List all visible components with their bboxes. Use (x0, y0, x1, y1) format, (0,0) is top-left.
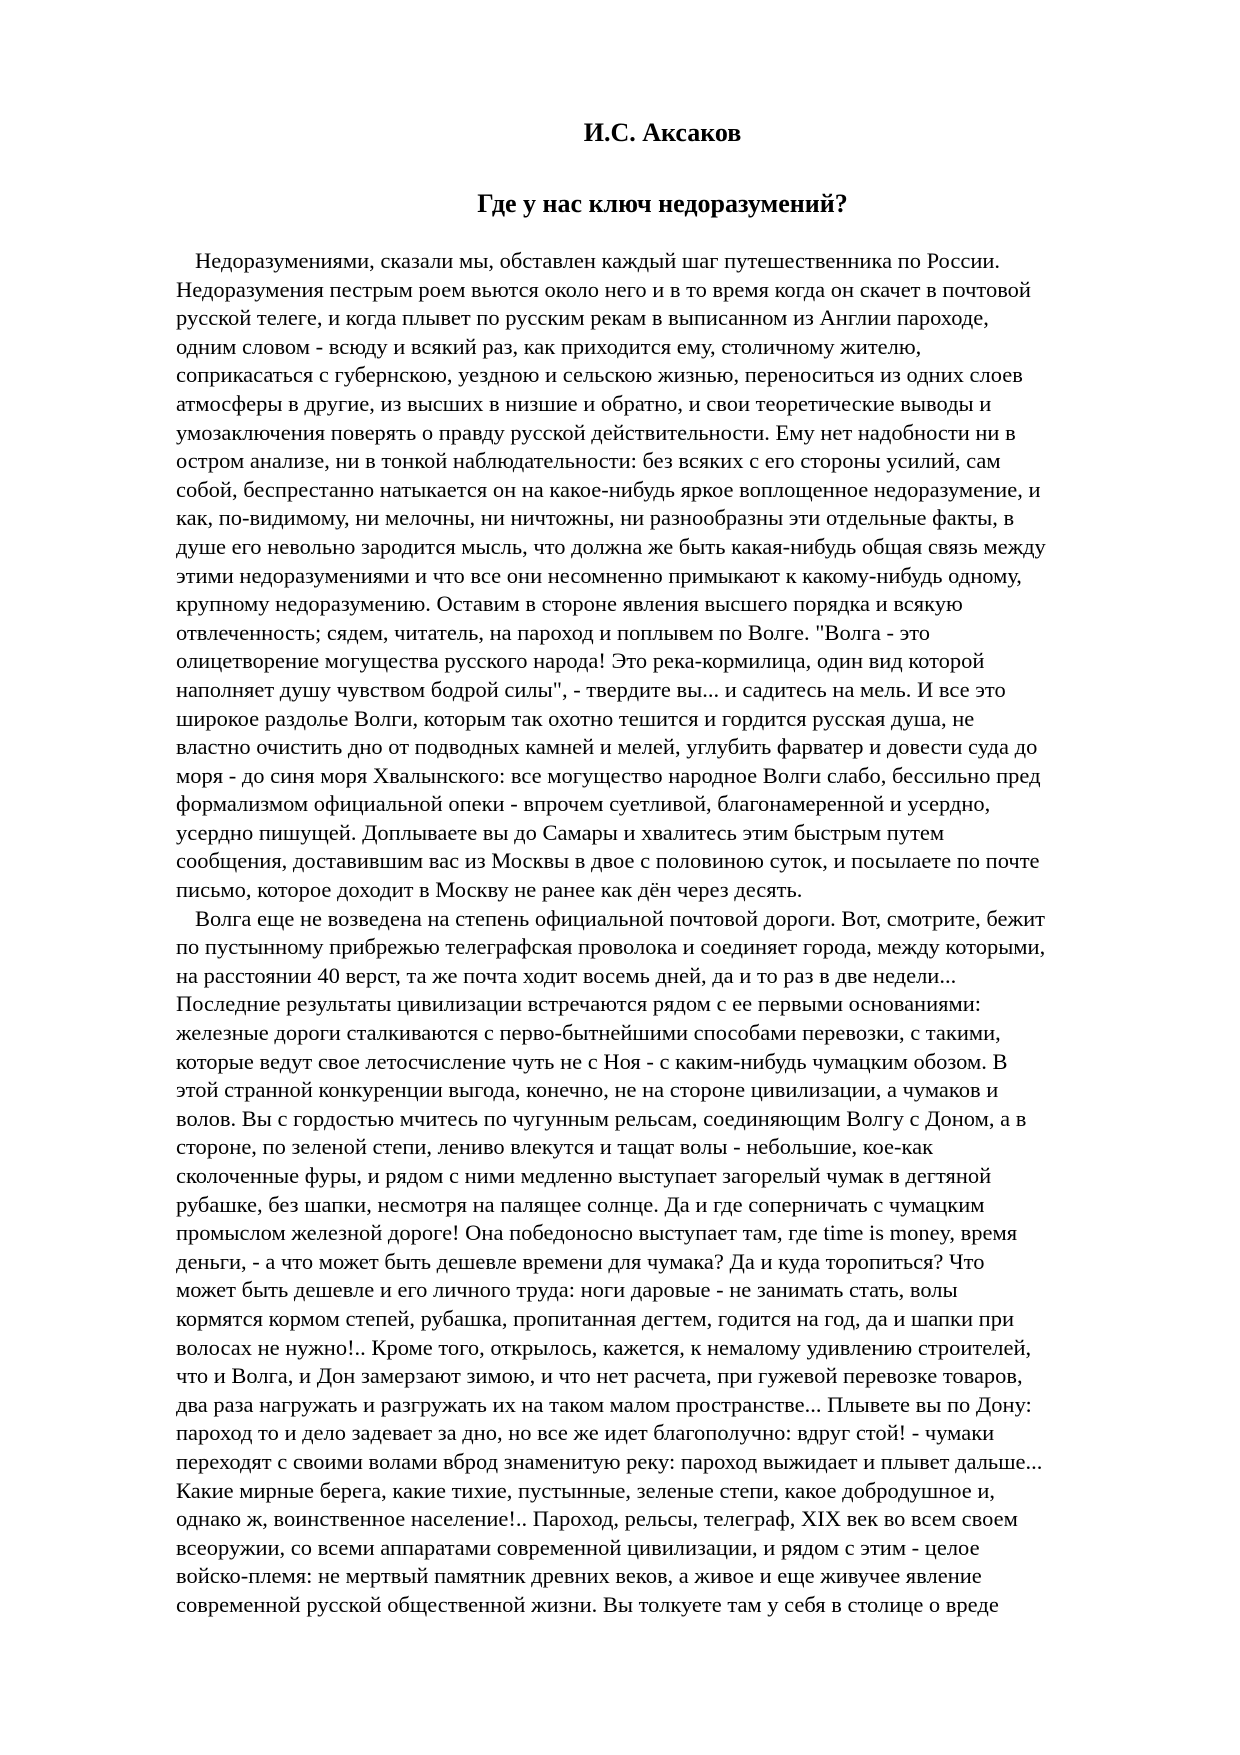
text-line: сколоченные фуры, и рядом с ними медленно выступает загорелый чумак в дегтяной (176, 1163, 992, 1188)
text-line: душе его невольно зародится мысль, что должна же быть какая-нибудь общая связь между (176, 533, 1046, 559)
text-line: кормятся кормом степей, рубашка, пропитанная дегтем, годится на год, да и шапки при (176, 1305, 1014, 1331)
text-line: волосах не нужно!.. Кроме того, открылось, кажется, к немалому удивлению строителей, (176, 1334, 1032, 1360)
text-line: широкое раздолье Волги, которым так охотно тешится и гордится русская душа, не (176, 705, 975, 731)
text-line: войско-племя: не мертвый памятник древних веков, а живое и еще живучее явление (176, 1563, 982, 1589)
text-line: однако ж, воинственное население!.. Пароход, рельсы, телеграф, XIX век во всем своем (176, 1506, 1018, 1532)
text-line: промыслом железной дороге! Она победоносно выступает там, где time is money, время (176, 1220, 1018, 1246)
text-line: может быть дешевле и его личного труда: ноги даровые - не занимать стать, волы (176, 1277, 958, 1303)
text-line: русской телеге, и когда плывет по русским рекам в выписанном из Англии пароходе, (176, 305, 989, 331)
text-line: олицетворение могущества русского народа! Это река-кормилица, один вид которой (176, 648, 985, 674)
text-line: Волга еще не возведена на степень официальной почтовой дороги. Вот, смотрите, бежит (195, 905, 1045, 931)
text-line: Недоразумения пестрым роем вьются около него и в то время когда он скачет в почтовой (176, 276, 1031, 302)
text-line: соприкасаться с губернскою, уездною и сельскою жизнью, переноситься из одних слоев (176, 362, 1023, 388)
text-line: остром анализе, ни в тонкой наблюдательности: без всяких с его стороны усилий, сам (176, 448, 1001, 474)
text-line: как, по-видимому, ни мелочны, ни ничтожны, ни разнообразны эти отдельные факты, в (176, 505, 1015, 531)
paragraph (176, 247, 1176, 905)
text-line: Недоразумениями, сказали мы, обставлен каждый шаг путешественника по России. (195, 248, 1001, 273)
text-line: усердно пишущей. Доплываете вы до Самары и хвалитесь этим быстрым путем (176, 819, 945, 845)
text-line: два раза нагружать и разгружать их на таком малом пространстве... Плывете вы по Дону: (176, 1391, 1032, 1417)
text-line: моря - до синя моря Хвалынского: все могущество народное Волги слабо, бессильно пред (176, 762, 1041, 788)
article-body (176, 247, 1176, 1620)
text-line: Последние результаты цивилизации встречаются рядом с ее первыми основаниями: (176, 991, 982, 1017)
text-line: собой, беспрестанно натыкается он на какое-нибудь яркое воплощенное недоразумение, и (176, 476, 1041, 502)
text-line: по пустынному прибрежью телеграфская проволока и соединяет города, между которыми, (176, 934, 1046, 960)
text-line: отвлеченность; сядем, читатель, на пароход и поплывем по Волге. "Волга - это (176, 619, 931, 645)
text-line: современной русской общественной жизни. Вы толкуете там у себя в столице о вреде (176, 1591, 999, 1617)
text-line: атмосферы в другие, из высших в низшие и обратно, и свои теоретические выводы и (176, 390, 992, 416)
text-line: Какие мирные берега, какие тихие, пустынные, зеленые степи, какое добродушное и, (176, 1477, 996, 1503)
text-line: на расстоянии 40 верст, та же почта ходит восемь дней, да и то раз в две недели... (176, 962, 957, 988)
text-line: которые ведут свое летосчисление чуть не с Ноя - с каким-нибудь чумацким обозом. В (176, 1048, 1008, 1074)
text-line: всеоружии, со всеми аппаратами современной цивилизации, и рядом с этим - целое (176, 1534, 980, 1560)
paragraph (176, 905, 1176, 1620)
text-line: письмо, которое доходит в Москву не ранее как дён через десять. (176, 877, 803, 903)
text-line: одним словом - всюду и всякий раз, как приходится ему, столичному жителю, (176, 333, 922, 359)
text-line: этой странной конкуренции выгода, конечно, не на стороне цивилизации, а чумаков и (176, 1077, 999, 1103)
text-line: умозаключения поверять о правду русской действительности. Ему нет надобности ни в (176, 419, 1016, 445)
text-line: сообщения, доставившим вас из Москвы в двое с половиною суток, и посылаете по почте (176, 848, 1040, 874)
text-line: рубашке, без шапки, несмотря на палящее солнце. Да и где соперничать с чумацким (176, 1191, 985, 1217)
text-line: переходят с своими волами вброд знаменитую реку: пароход выжидает и плывет дальше... (176, 1448, 1043, 1474)
text-line: наполняет душу чувством бодрой силы", - твердите вы... и садитесь на мель. И все это (176, 676, 1006, 702)
text-line: волов. Вы с гордостью мчитесь по чугунным рельсам, соединяющим Волгу с Доном, а в (176, 1105, 1027, 1131)
text-line: стороне, по зеленой степи, лениво влекутся и тащат волы - небольшие, кое-как (176, 1134, 934, 1160)
text-line: крупному недоразумению. Оставим в стороне явления высшего порядка и всякую (176, 591, 963, 617)
text-line: деньги, - а что может быть дешевле времени для чумака? Да и куда торопиться? Что (176, 1248, 985, 1274)
text-line: что и Волга, и Дон замерзают зимою, и что нет расчета, при гужевой перевозке товаров, (176, 1363, 1023, 1389)
text-line: формализмом официальной опеки - впрочем суетливой, благонамеренной и усердно, (176, 791, 991, 817)
author-name: И.С. Аксаков (583, 118, 742, 147)
text-line: железные дороги сталкиваются с перво-бытнейшими способами перевозки, с такими, (176, 1020, 1001, 1046)
text-line: этими недоразумениями и что все они несомненно примыкают к какому-нибудь одному, (176, 562, 1022, 588)
text-line: пароход то и дело задевает за дно, но все же идет благополучно: вдруг стой! - чумаки (176, 1420, 995, 1446)
text-line: властно очистить дно от подводных камней и мелей, углубить фарватер и довести суда до (176, 734, 1038, 760)
article-title: Где у нас ключ недоразумений? (477, 189, 848, 218)
